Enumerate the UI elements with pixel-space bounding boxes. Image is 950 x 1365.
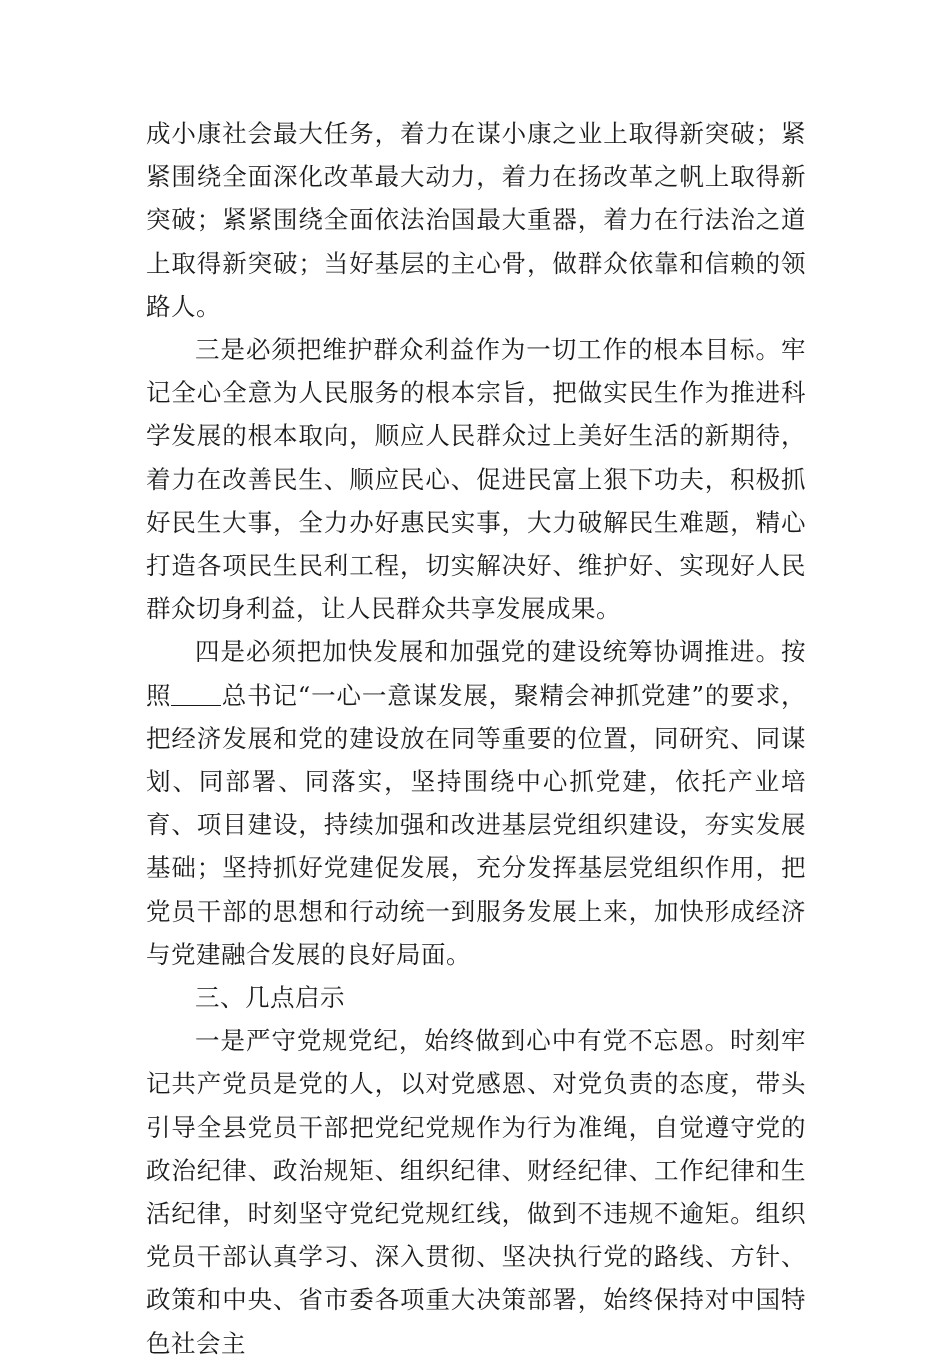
paragraph-continuation: 成小康社会最大任务，着力在谋小康之业上取得新突破；紧紧围绕全面深化改革最大动力，着力在扬改革之帆上取得新突破；紧紧围绕全面依法治国最大重器，着力在行法治之道上取得新突破；当好基层的主心骨，做群众依靠和信赖的领路人。 xyxy=(146,119,806,321)
paragraph-point-three: 三是必须把维护群众利益作为一切工作的根本目标。牢记全心全意为人民服务的根本宗旨，把做实民生作为推进科学发展的根本取向，顺应人民群众过上美好生活的新期待，着力在改善民生、顺应民心、促进民富上狠下功夫，积极抓好民生大事，全力办好惠民实事，大力破解民生难题，精心打造各项民生民利工程，切实解决好、维护好、实现好人民群众切身利益，让人民群众共享发展成果。 xyxy=(146,335,806,624)
paragraph-point-four xyxy=(146,630,806,976)
paragraph-point-four-rest: 总书记“一心一意谋发展，聚精会神抓党建”的要求，把经济发展和党的建设放在同等重要的位置，同研究、同谋划、同部署、同落实，坚持围绕中心抓党建，依托产业培育、项目建设，持续加强和改进基层党组织建设，夯实发展基础；坚持抓好党建促发展，充分发挥基层党组织作用，把党员干部的思想和行动统一到服务发展上来，加快形成经济与党建融合发展的良好局面。 xyxy=(146,680,806,969)
redacted-blank xyxy=(171,681,221,705)
paragraph-inspiration-one: 一是严守党规党纪，始终做到心中有党不忘恩。时刻牢记共产党员是党的人，以对党感恩、对党负责的态度，带头引导全县党员干部把党纪党规作为行为准绳，自觉遵守党的政治纪律、政治规矩、组织纪律、财经纪律、工作纪律和生活纪律，时刻坚守党纪党规红线，做到不违规不逾矩。组织党员干部认真学习、深入贯彻、坚决执行党的路线、方针、政策和中央、省市委各项重大决策部署，始终保持对中国特色社会主 xyxy=(146,1026,806,1358)
section-heading: 三、几点启示 xyxy=(195,983,345,1013)
document-body xyxy=(146,112,806,1365)
paragraph-point-four-lead: 四是必须把加快发展和加强党的建设统筹协调推进。按照 xyxy=(146,637,806,710)
